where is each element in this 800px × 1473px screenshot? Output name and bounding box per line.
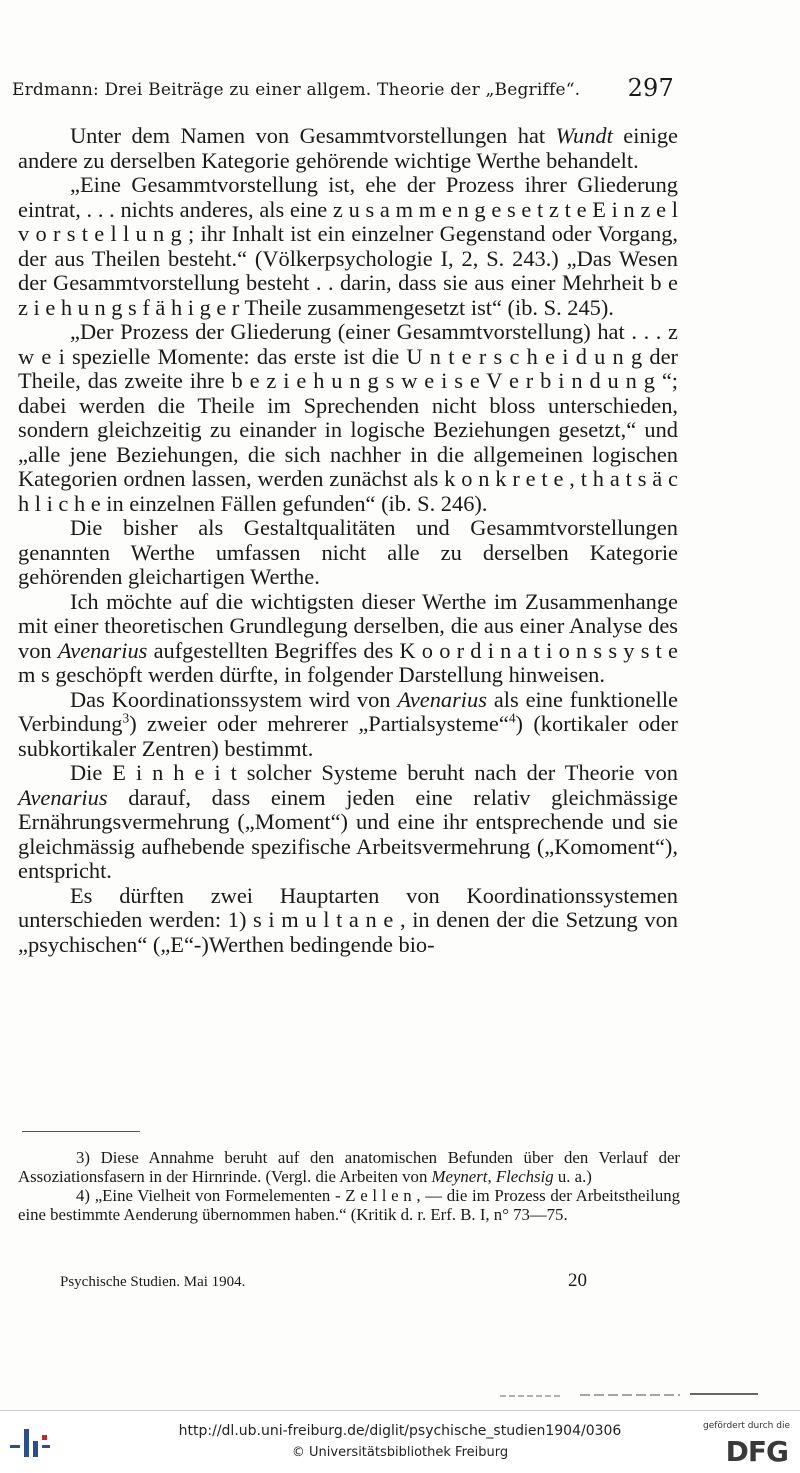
funding-note: gefördert durch die: [703, 1421, 790, 1431]
viewer-footer: [0, 1410, 800, 1473]
author-name: Avenarius: [57, 637, 148, 663]
footnote-ref[interactable]: 3: [122, 710, 130, 726]
running-title: Erdmann: Drei Beiträge zu einer allgem. Theorie der „Begriffe“.: [12, 80, 581, 100]
signature-number: 20: [568, 1270, 587, 1291]
paragraph: Die E i n h e i t solcher Systeme beruht nach der Theorie von Avenarius darauf, dass einem jeden eine relativ gleichmässige Ernährungsvermehrung („Moment“) und eine ihr entsprechende und sie gleichmässig aufhebende spezifische Arbeitsvermehrung („Komoment“), entspricht.: [18, 760, 678, 883]
footnote-marker: 3): [76, 1148, 90, 1167]
running-header: [12, 74, 674, 104]
main-text: [18, 124, 678, 957]
signature-line: [60, 1270, 600, 1294]
paragraph: Unter dem Namen von Gesammtvorstellungen hat Wundt einige andere zu derselben Kategorie gehörende wichtige Werthe behandelt.: [18, 123, 678, 173]
journal-signature: Psychische Studien. Mai 1904.: [60, 1274, 246, 1290]
footnote: 3) Diese Annahme beruht auf den anatomischen Befunden über den Verlauf der Assoziationsfasern in der Hirnrinde. (Vergl. die Arbeiten von Meynert, Flechsig u. a.): [18, 1148, 680, 1186]
author-name: Avenarius: [397, 686, 487, 712]
dfg-logo: DFG: [725, 1435, 788, 1468]
paragraph: Es dürften zwei Hauptarten von Koordinationssystemen unterschieden werden: 1) s i m u l t a n e , in denen der die Setzung von „psychischen“ („E“-)Werthen bedingende bio-: [18, 882, 678, 957]
copyright-text: © Universitätsbibliothek Freiburg: [291, 1445, 509, 1460]
author-name: Avenarius: [18, 784, 108, 810]
footnotes: [18, 1148, 680, 1224]
author-name: Wundt: [555, 123, 613, 148]
footnote-ref[interactable]: 4: [508, 710, 516, 726]
footnote-divider: [22, 1131, 140, 1132]
paragraph: „Eine Gesammtvorstellung ist, ehe der Prozess ihrer Gliederung eintrat, . . . nichts anderes, als eine z u s a m m e n g e s e t z t e E i n z e l v o r s t e l l u n g ; ihr Inhalt ist ein einzelner Gegenstand oder Vorgang, der aus Theilen besteht.“ (Völkerpsychologie I, 2, S. 243.) „Das Wesen der Gesammtvorstellung besteht . . darin, dass sie aus einer Mehrheit b e z i e h u n g s f ä h i g e r Theile zusammengesetzt ist“ (ib. S. 245).: [18, 172, 678, 320]
footnote: 4) „Eine Vielheit von Formelementen - Z e l l e n , — die im Prozess der Arbeitstheilung eine bestimmte Aenderung übernommen haben.“ (Kritik d. r. Erf. B. I, n° 73—75.: [18, 1186, 680, 1224]
paragraph: Ich möchte auf die wichtigsten dieser Werthe im Zusammenhange mit einer theoretischen Grundlegung derselben, die aus einer Analyse des von Avenarius aufgestellten Begriffes des K o o r d i n a t i o n s s y s t e m s geschöpft werden dürfte, in folgender Darstellung hinweisen.: [18, 588, 678, 687]
source-url-link[interactable]: http://dl.ub.uni-freiburg.de/diglit/psychische_studien1904/0306: [178, 1423, 622, 1439]
paragraph: Das Koordinationssystem wird von Avenarius als eine funktionelle Verbindung$^3$) zweier oder mehrerer „Partialsysteme“$^4$) (kortikaler oder subkortikaler Zentren) bestimmt.: [18, 686, 678, 761]
paragraph: „Der Prozess der Gliederung (einer Gesammtvorstellung) hat . . . z w e i spezielle Momente: das erste ist die U n t e r s c h e i d u n g der Theile, das zweite ihre b e z i e h u n g s w e i s e V e r b i n d u n g “; dabei werden die Theile im Sprechenden nicht bloss unterschieden, sondern gleichzeitig zu einander in logische Beziehungen gesetzt,“ und „alle jene Beziehungen, die sich nachher in die allgemeinen logischen Kategorien ordnen lassen, werden zunächst als k o n k r e t e , t h a t s ä c h l i c h e in einzelnen Fällen gefunden“ (ib. S. 246).: [18, 319, 678, 516]
paragraph: Die bisher als Gestaltqualitäten und Gesammtvorstellungen genannten Werthe umfassen nicht alle zu derselben Kategorie gehörenden gleichartigen Werthe.: [18, 515, 678, 589]
scan-artifact: [500, 1390, 760, 1404]
footnote-marker: 4): [76, 1186, 90, 1205]
page-number: 297: [627, 74, 674, 102]
